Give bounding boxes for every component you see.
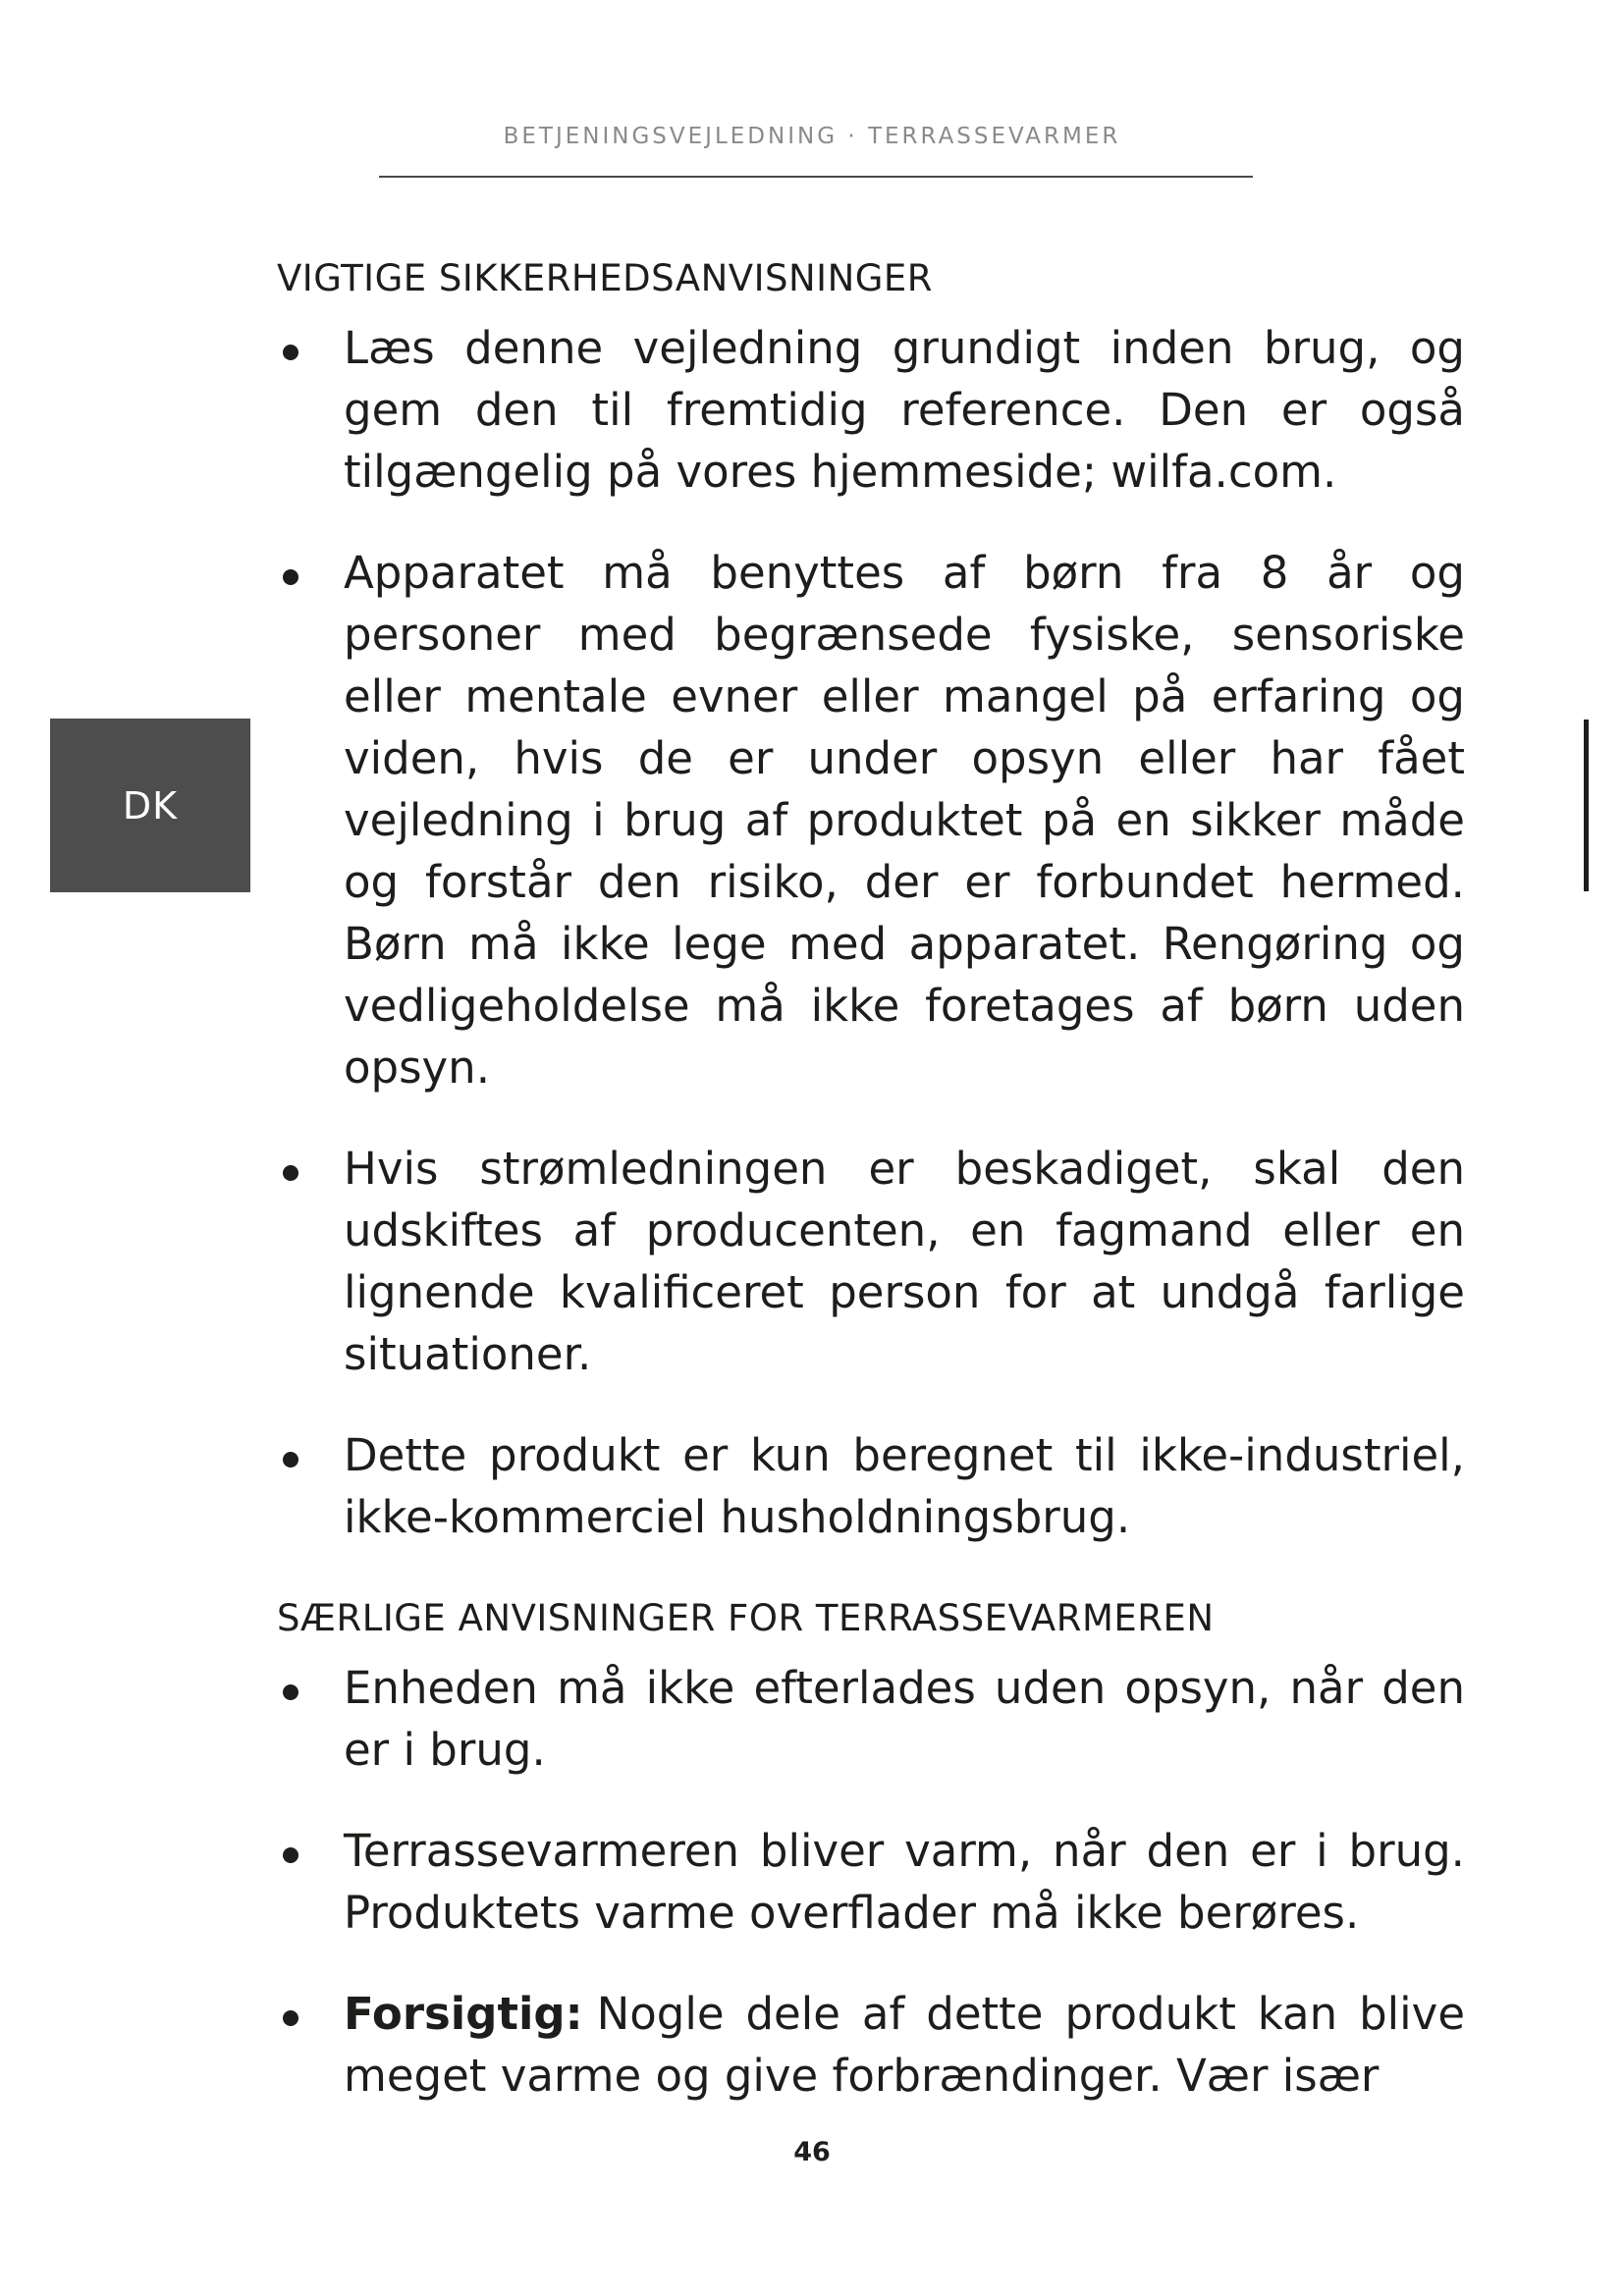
list-item-text: Enheden må ikke efterlades uden opsyn, når den er i brug. [344, 1662, 1465, 1776]
bullet-icon [283, 1165, 298, 1181]
caution-label: Forsigtig: [344, 1988, 583, 2040]
heater-instructions-list [277, 1657, 1465, 2107]
list-item-text: Læs denne vejledning grundigt inden brug, og gem den til fremtidig reference. Den er også tilgængelig på vores hjemmeside; wilfa.com. [344, 322, 1465, 498]
language-tab-label: DK [122, 783, 179, 828]
bullet-icon [283, 1847, 298, 1863]
page-content [277, 257, 1465, 2146]
bullet-icon [283, 569, 298, 585]
bullet-icon [283, 1684, 298, 1700]
section-heading-heater: SÆRLIGE ANVISNINGER FOR TERRASSEVARMEREN [277, 1597, 1215, 1639]
running-header: BETJENINGSVEJLEDNING · TERRASSEVARMER [503, 124, 1121, 149]
side-margin-bar [1584, 720, 1589, 891]
list-item-text: Apparatet må benyttes af børn fra 8 år og personer med begrænsede fysiske, sensoriske eller mentale evner eller mangel på erfaring og viden, hvis de er under opsyn eller har fået vejledning i brug af produktet på en sikker måde og forstår den risiko, der er forbundet hermed. Børn må ikke lege med apparatet. Rengøring og vedligeholdelse må ikke foretages af børn uden opsyn. [344, 547, 1465, 1094]
list-item [277, 317, 1465, 503]
list-item [277, 1983, 1465, 2107]
section-heading-safety: VIGTIGE SIKKERHEDSANVISNINGER [277, 257, 933, 299]
header-divider [379, 176, 1253, 178]
language-tab [50, 719, 250, 892]
list-item-text: Hvis strømledningen er beskadiget, skal den udskiftes af producenten, en fagmand eller en lignende kvalificeret person for at undgå farlige situationer. [344, 1143, 1465, 1380]
list-item-text: Terrassevarmeren bliver varm, når den er i brug. Produktets varme overflader må ikke berøres. [344, 1825, 1465, 1939]
list-item [277, 1657, 1465, 1781]
list-item [277, 542, 1465, 1098]
list-item [277, 1138, 1465, 1385]
bullet-icon [283, 1452, 298, 1468]
list-item [277, 1820, 1465, 1944]
list-item-text: Dette produkt er kun beregnet til ikke-industriel, ikke-kommerciel husholdningsbrug. [344, 1429, 1465, 1543]
safety-instructions-list [277, 317, 1465, 1548]
bullet-icon [283, 345, 298, 360]
list-item-text: Nogle dele af dette produkt kan blive meget varme og give forbrændinger. Vær især [344, 1988, 1465, 2102]
list-item [277, 1424, 1465, 1548]
page-number: 46 [793, 2137, 831, 2167]
bullet-icon [283, 2010, 298, 2026]
